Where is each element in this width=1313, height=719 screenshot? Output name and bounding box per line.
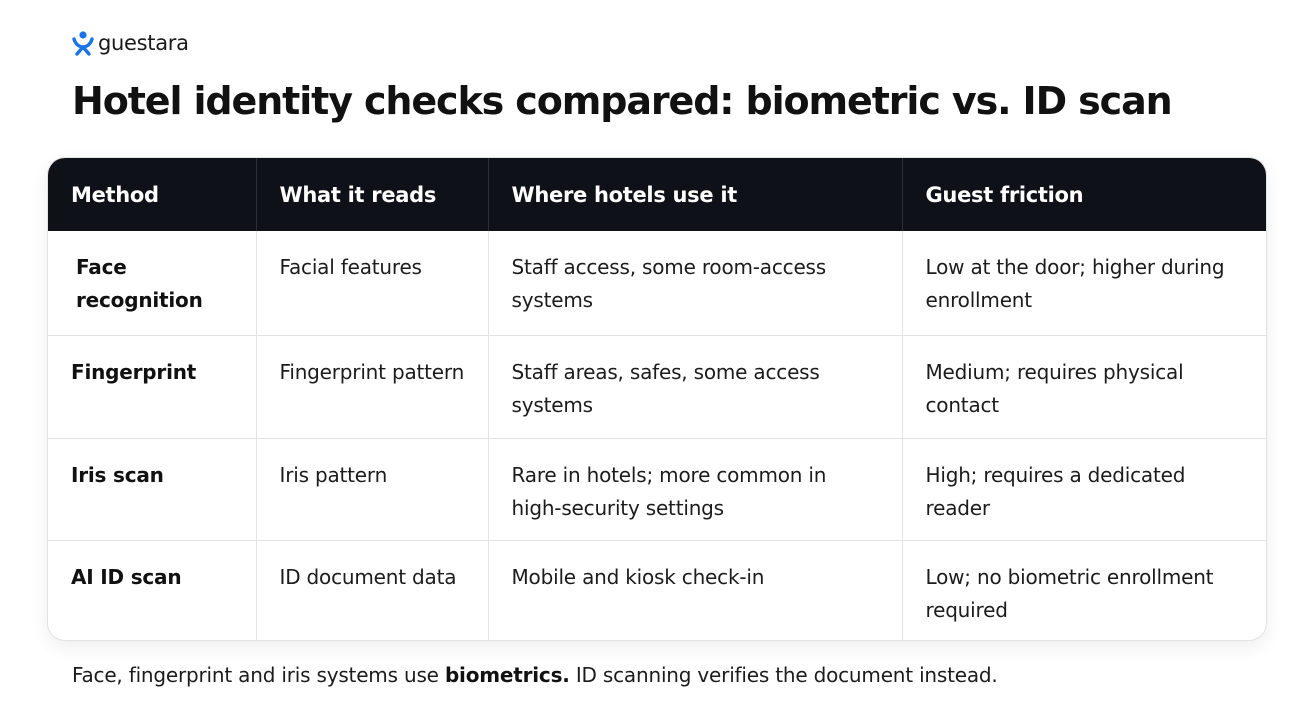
page-title: Hotel identity checks compared: biometric vs. ID scan <box>72 79 1172 123</box>
brand-name: guestara <box>98 31 189 55</box>
guestara-logo-icon <box>72 30 94 56</box>
reads-cell: Facial features <box>256 231 488 335</box>
comparison-table-card <box>47 157 1267 641</box>
table-row <box>48 438 1267 540</box>
where-cell: Staff areas, safes, some access systems <box>488 335 902 438</box>
footnote <box>72 659 998 691</box>
table-row <box>48 231 1267 335</box>
where-cell: Staff access, some room-access systems <box>488 231 902 335</box>
reads-cell: Iris pattern <box>256 438 488 540</box>
column-header-guest-friction: Guest friction <box>902 158 1267 231</box>
footnote-text-before: Face, fingerprint and iris systems use <box>72 663 445 687</box>
friction-cell: Low at the door; higher during enrollment <box>902 231 1267 335</box>
method-cell: Face recognition <box>48 231 256 335</box>
reads-cell: ID document data <box>256 540 488 640</box>
method-cell: Iris scan <box>48 438 256 540</box>
table-row <box>48 335 1267 438</box>
footnote-text-after: ID scanning verifies the document instead. <box>569 663 998 687</box>
friction-cell: Medium; requires physical contact <box>902 335 1267 438</box>
table-row <box>48 540 1267 640</box>
where-cell: Mobile and kiosk check-in <box>488 540 902 640</box>
where-cell: Rare in hotels; more common in high-security settings <box>488 438 902 540</box>
column-header-method: Method <box>48 158 256 231</box>
table-header-row <box>48 158 1267 231</box>
comparison-table <box>48 158 1267 640</box>
reads-cell: Fingerprint pattern <box>256 335 488 438</box>
brand-logo <box>72 29 189 57</box>
footnote-emphasis: biometrics. <box>444 663 570 687</box>
method-cell: AI ID scan <box>48 540 256 640</box>
friction-cell: Low; no biometric enrollment required <box>925 564 1214 622</box>
column-header-what-it-reads: What it reads <box>256 158 488 231</box>
column-header-where-used: Where hotels use it <box>488 158 902 231</box>
method-cell: Fingerprint <box>48 335 256 438</box>
friction-cell: High; requires a dedicated reader <box>902 438 1267 540</box>
